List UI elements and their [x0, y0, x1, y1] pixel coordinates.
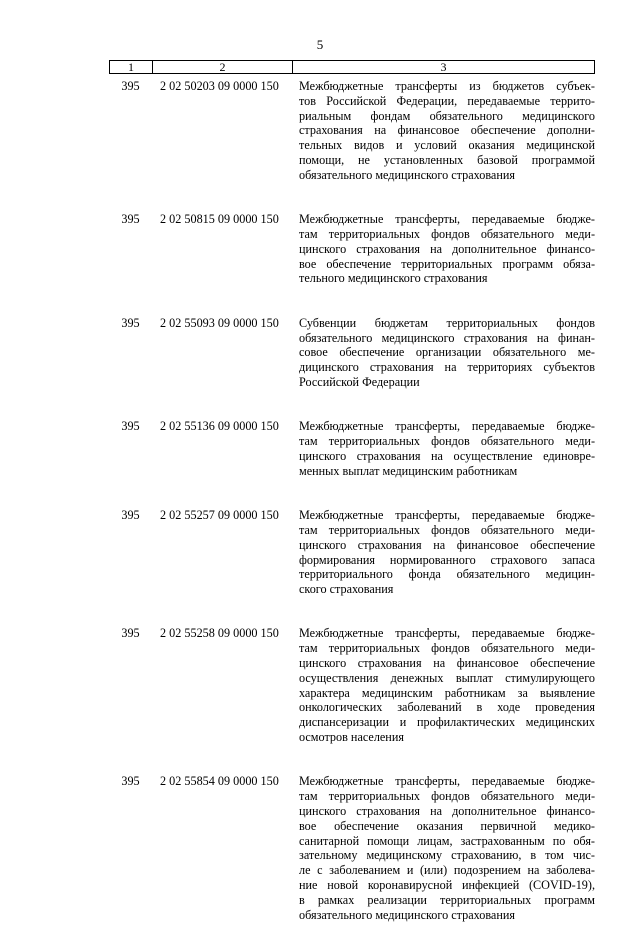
budget-classification-code: 2 02 50203 09 0000 150: [160, 79, 279, 93]
description-line: там территориальных фондов обязательного меди-: [299, 226, 595, 241]
table-row: [109, 508, 595, 597]
description-line: менных выплат медицинским работникам: [299, 463, 518, 478]
description-line: в рамках реализации территориальных программ: [299, 892, 595, 907]
admin-code: 395: [121, 79, 140, 93]
description-line: Российской Федерации: [299, 374, 420, 389]
admin-code: 395: [121, 419, 140, 434]
revenue-description: [292, 508, 595, 597]
description-line: цинского страхования на осуществление единовре-: [299, 448, 595, 463]
revenue-description: [292, 774, 595, 922]
description-line: вое обеспечение оказания первичной медико-: [299, 818, 595, 833]
description-line: тов Российской Федерации, передаваемые террито-: [299, 93, 595, 108]
table-row: [109, 419, 595, 478]
description-line: совое обеспечение организации обязательного ме-: [299, 345, 595, 360]
revenue-description: [292, 316, 595, 390]
description-line: формирования нормированного страхового запаса: [299, 552, 595, 567]
table-row: [109, 212, 595, 286]
header-col-3: 3: [440, 60, 447, 74]
table-header: [109, 60, 595, 74]
revenue-description: [292, 419, 595, 478]
description-line: ле с заболеванием и (или) подозрением на заболева-: [299, 863, 595, 878]
description-line: обязательного медицинского страхования: [299, 907, 515, 922]
admin-code: 395: [121, 774, 140, 789]
description-line: обязательного медицинского страхования на финан-: [299, 330, 595, 345]
description-line: там территориальных фондов обязательного меди-: [299, 434, 595, 449]
budget-classification-code: 2 02 55093 09 0000 150: [160, 315, 279, 330]
description-line: Межбюджетные трансферты, передаваемые бюдже-: [299, 774, 595, 789]
description-line: онкологических заболеваний в ходе проведения: [299, 700, 595, 715]
revenue-description: [292, 626, 595, 744]
admin-code: 395: [121, 626, 140, 641]
description-line: вое обеспечение территориальных программ обяза-: [299, 256, 595, 271]
budget-classification-code: 2 02 55136 09 0000 150: [160, 419, 279, 434]
description-line: там территориальных фондов обязательного меди-: [299, 641, 595, 656]
description-line: страхования на финансовое обеспечение дополни-: [299, 123, 595, 138]
description-line: Межбюджетные трансферты, передаваемые бюдже-: [299, 508, 595, 523]
description-line: риальным фондам обязательного медицинского: [299, 108, 595, 123]
description-line: тельных видов и условий оказания медицинской: [299, 138, 595, 153]
description-line: там территориальных фондов обязательного меди-: [299, 522, 595, 537]
budget-classification-code: 2 02 55258 09 0000 150: [160, 626, 279, 641]
description-line: дицинского страхования на территориях субъектов: [299, 360, 595, 375]
description-line: осуществления денежных выплат стимулирующего: [299, 670, 595, 685]
description-line: Межбюджетные трансферты из бюджетов субъек-: [299, 79, 595, 93]
description-line: Межбюджетные трансферты, передаваемые бюдже-: [299, 212, 595, 227]
budget-classification-code: 2 02 50815 09 0000 150: [160, 212, 279, 227]
revenue-description: [292, 79, 595, 183]
admin-code: 395: [121, 508, 140, 523]
page-number: 5: [316, 37, 324, 52]
description-line: характера медицинским работникам за выявление: [299, 685, 595, 700]
header-col-2: 2: [153, 61, 293, 73]
description-line: помощи, не установленных базовой программой: [299, 152, 595, 167]
table-row: [109, 79, 595, 183]
revenue-description: [292, 212, 595, 286]
description-line: ского страхования: [299, 582, 394, 597]
description-line: Межбюджетные трансферты, передаваемые бюдже-: [299, 419, 595, 434]
description-line: территориального фонда обязательного медицин-: [299, 567, 595, 582]
admin-code: 395: [121, 212, 140, 227]
budget-classification-code: 2 02 55257 09 0000 150: [160, 508, 279, 523]
description-line: Межбюджетные трансферты, передаваемые бюдже-: [299, 626, 595, 641]
description-line: обязательного медицинского страхования: [299, 167, 515, 182]
description-line: цинского страхования на дополнительное финансо-: [299, 804, 595, 819]
description-line: зательному медицинскому страхованию, в том чис-: [299, 848, 595, 863]
description-line: цинского страхования на дополнительное финансо-: [299, 241, 595, 256]
header-col-1: 1: [110, 61, 153, 73]
table-row: [109, 774, 595, 922]
admin-code: 395: [121, 315, 140, 330]
table-row: [109, 626, 595, 744]
description-line: тельного медицинского страхования: [299, 271, 488, 286]
table-row: [109, 316, 595, 390]
description-line: цинского страхования на финансовое обеспечение: [299, 537, 595, 552]
description-line: осмотров населения: [299, 730, 404, 745]
description-line: там территориальных фондов обязательного меди-: [299, 789, 595, 804]
description-line: санитарной помощи лицам, застрахованным по обя-: [299, 833, 595, 848]
description-line: ние новой коронавирусной инфекцией (COVID-19),: [299, 878, 595, 893]
description-line: цинского страхования на финансовое обеспечение: [299, 656, 595, 671]
table-body: [109, 79, 595, 952]
description-line: Субвенции бюджетам территориальных фондов: [299, 315, 595, 330]
budget-classification-code: 2 02 55854 09 0000 150: [160, 774, 279, 789]
description-line: диспансеризации и профилактических медицинских: [299, 715, 595, 730]
